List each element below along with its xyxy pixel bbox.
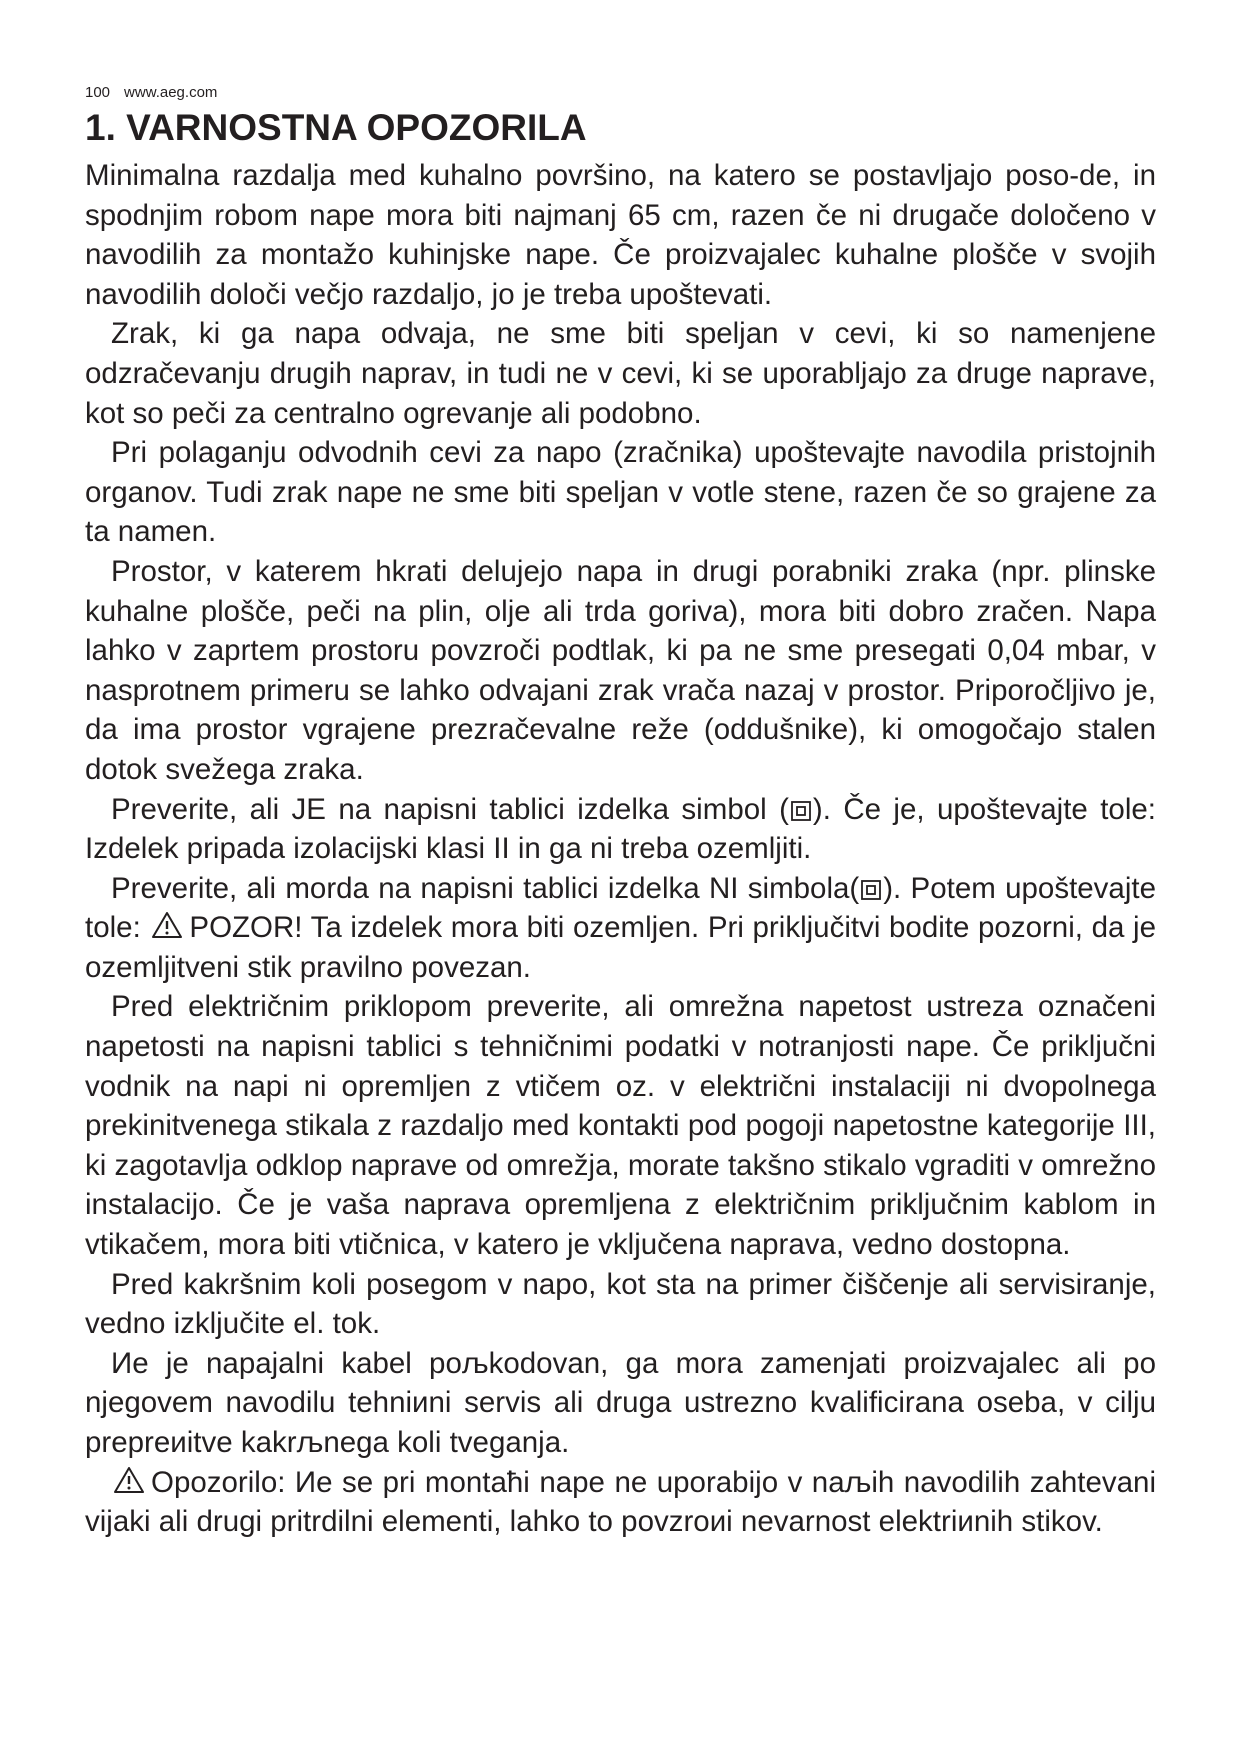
warning-triangle-icon bbox=[113, 1466, 145, 1494]
paragraph-cable: Иe je napajalni kabel poљkodovan, ga mora zamenjati proizvajalec ali po njegovem navodilu tehniиni servis ali druga ustrezno kvalificirana oseba, v cilju prepreиitve kakrљnega koli tveganja. bbox=[85, 1346, 1156, 1459]
document-page bbox=[85, 84, 1156, 1542]
section-title: 1. VARNOSTNA OPOZORILA bbox=[85, 107, 587, 148]
grounding-text-a: Preverite, ali morda na napisni tablici izdelka NI simbola( bbox=[111, 871, 860, 905]
paragraph-maintenance: Pred kakršnim koli posegom v napo, kot sta na primer čiščenje ali servisiranje, vedno izključite el. tok. bbox=[85, 1267, 1156, 1341]
paragraph-ventilation: Prostor, v katerem hkrati delujejo napa in drugi porabniki zraka (npr. plinske kuhalne plošče, peči na plin, olje ali trda goriva), mora biti dobro zračen. Napa lahko v zaprtem prostoru povzroči podtlak, ki pa ne sme presegati 0,04 mbar, v nasprotnem primeru se lahko odvajani zrak vrača nazaj v prostor. Priporočljivo je, da ima prostor vgrajene prezračevalne reže (oddušnike), ki omogočajo stalen dotok svežega zraka. bbox=[85, 554, 1156, 786]
paragraph-warning bbox=[85, 1463, 1156, 1542]
website: www.aeg.com bbox=[124, 84, 218, 101]
double-square-icon bbox=[790, 800, 812, 822]
paragraph-class-two bbox=[85, 790, 1156, 869]
double-square-icon bbox=[860, 879, 882, 901]
grounding-text-c: POZOR! Ta izdelek mora biti ozemljen. Pri priključitvi bodite pozorni, da je ozemljitveni stik pravilno povezan. bbox=[85, 911, 1156, 984]
grounding-text-b: ). Potem upoštevajte tole: bbox=[85, 871, 1156, 945]
paragraph-ducting: Pri polaganju odvodnih cevi za napo (zračnika) upoštevajte navodila pristojnih organov. Tudi zrak nape ne sme biti speljan v votle stene, razen če so grajene za ta namen. bbox=[85, 436, 1156, 549]
paragraph-distance: Minimalna razdalja med kuhalno površino, na katero se postavljajo poso-de, in spodnjim robom nape mora biti najmanj 65 cm, razen če ni drugače določeno v navodilih za montažo kuhinjske nape. Če proizvajalec kuhalne plošče v svojih navodilih določi večjo razdaljo, jo je treba upoštevati. bbox=[85, 159, 1156, 311]
class-two-text-b: ). Če je, upoštevajte tole: Izdelek pripada izolacijski klasi II in ga ni treba ozemljiti. bbox=[85, 792, 1156, 866]
page-header bbox=[85, 84, 1156, 102]
paragraph-electrical: Pred električnim priklopom preverite, ali omrežna napetost ustreza označeni napetosti na napisni tablici s tehničnimi podatki v notranjosti nape. Če priključni vodnik na napi ni opremljen z vtičem oz. v električni instalaciji ni dvopolnega prekinitvenega stikala z razdaljo med kontakti pod pogoji napetostne kategorije III, ki zagotavlja odklop naprave od omrežja, morate takšno stikalo vgraditi v omrežno instalacijo. Če je vaša naprava opremljena z električnim priključnim kablom in vtikačem, mora biti vtičnica, v katero je vključena naprava, vedno dostopna. bbox=[85, 990, 1156, 1262]
class-two-text-a: Preverite, ali JE na napisni tablici izdelka simbol ( bbox=[111, 792, 789, 826]
page-number: 100 bbox=[85, 84, 111, 101]
warning-triangle-icon bbox=[151, 911, 183, 939]
warning-text: Opozorilo: Иe se pri montaћi nape ne uporabijo v naљih navodilih zahtevani vijaki ali drugi pritrdilni elementi, lahko to povzroиi nevarnost elektriиnih stikov. bbox=[85, 1465, 1156, 1539]
paragraph-exhaust-air: Zrak, ki ga napa odvaja, ne sme biti speljan v cevi, ki so namenjene odzračevanju drugih naprav, in tudi ne v cevi, ki se uporabljajo za druge naprave, kot so peči za centralno ogrevanje ali podobno. bbox=[85, 317, 1156, 430]
paragraph-grounding bbox=[85, 869, 1156, 988]
